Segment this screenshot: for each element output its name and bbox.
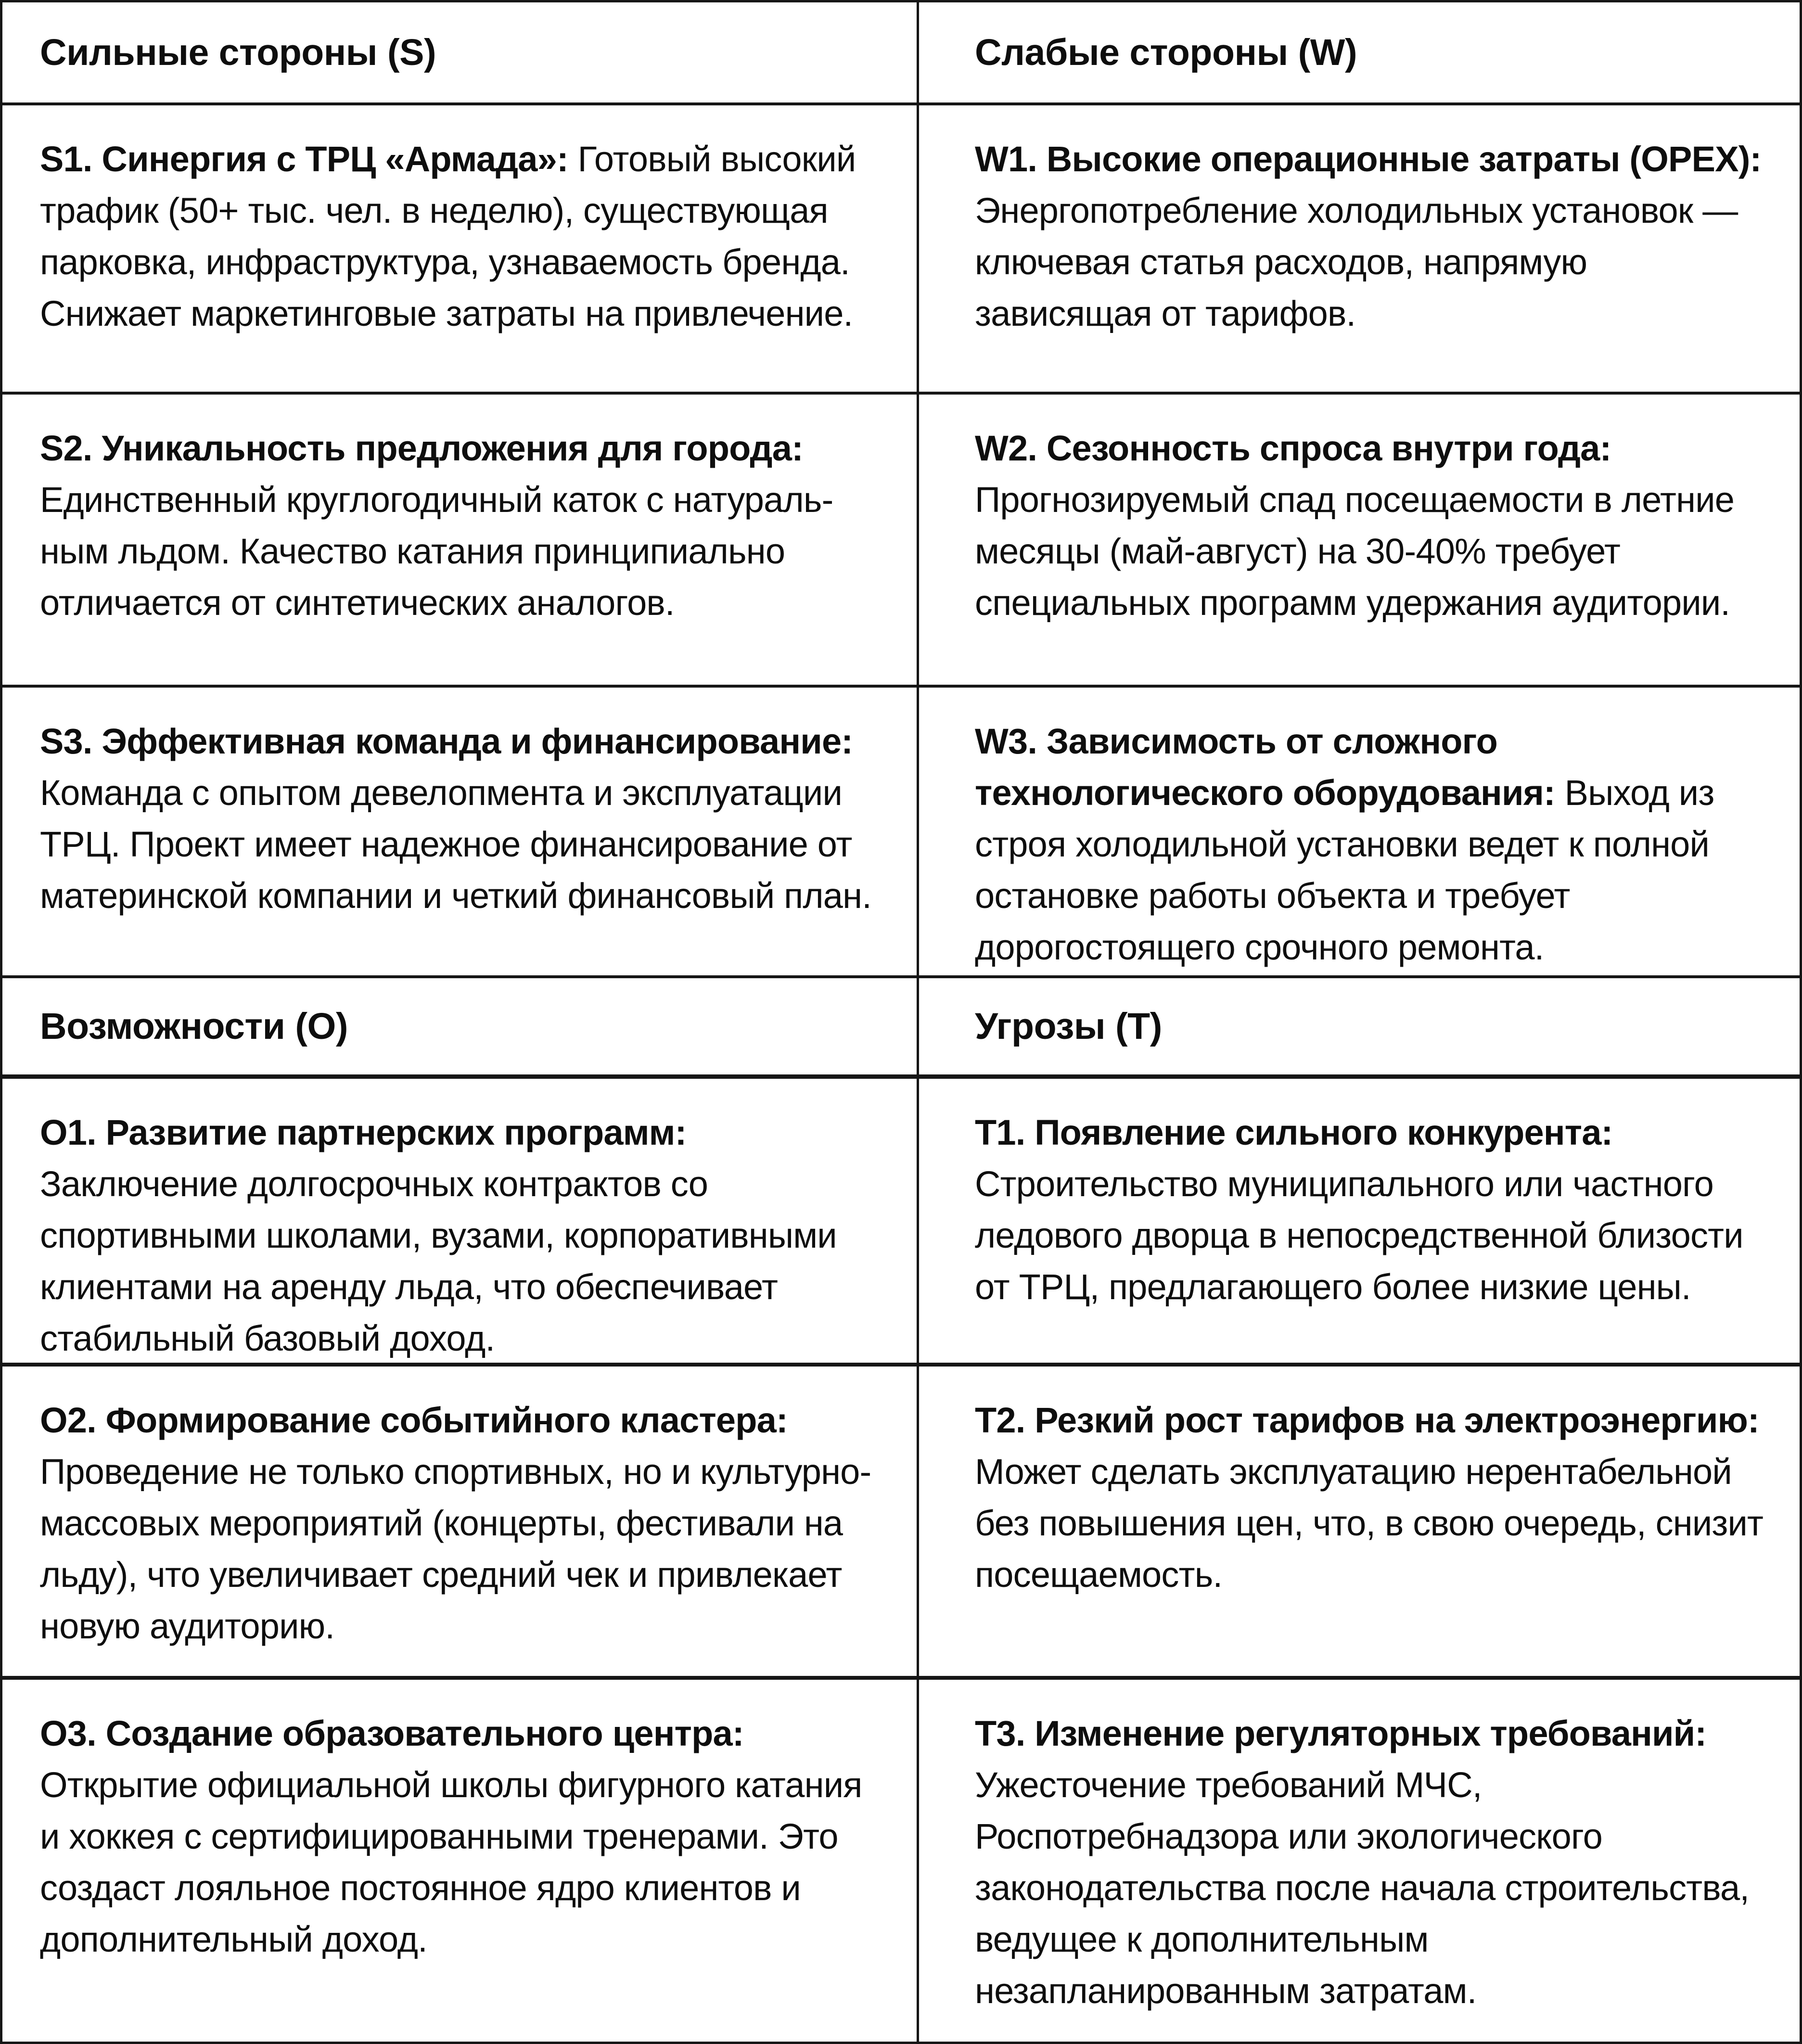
cell-t3 xyxy=(919,1680,1800,2042)
swot-item-w1-lead: W1. Высокие операционные затраты (OPEX): xyxy=(975,139,1762,179)
cell-w2 xyxy=(919,395,1800,688)
swot-item-s3 xyxy=(40,715,890,921)
cell-o2 xyxy=(2,1367,919,1680)
swot-item-w2-body: Прогнозируемый спад посещаемости в летние месяцы (май-август) на 30-40% требует специальных программ удержания аудитории. xyxy=(975,480,1735,623)
swot-item-t3-lead: T3. Изменение регуляторных требований: xyxy=(975,1713,1707,1753)
swot-item-o3-lead: O3. Создание образовательного центра: xyxy=(40,1713,744,1753)
swot-item-t3-body: Ужесточение требований МЧС, Роспотребнадзора или экологического законодательства после начала строительства, ведущее к дополнительным незапланированным затратам. xyxy=(975,1765,1750,2011)
header-threats-label: Угрозы (T) xyxy=(975,1005,1162,1047)
swot-item-s2-body: Единственный круглогодичный каток с натуральным льдом. Качество катания принципиально отличается от синтетических аналогов. xyxy=(40,480,834,623)
swot-item-o1 xyxy=(40,1107,890,1364)
cell-s2 xyxy=(2,395,919,688)
swot-item-t3 xyxy=(975,1708,1771,2017)
cell-t1 xyxy=(919,1079,1800,1367)
swot-item-t1 xyxy=(975,1107,1771,1313)
swot-item-s1-lead: S1. Синергия с ТРЦ «Армада»: xyxy=(40,139,568,179)
swot-item-o2-body: Проведение не только спортивных, но и культурно-массовых мероприятий (концерты, фестивали на льду), что увеличивает средний чек и привлекает новую аудиторию. xyxy=(40,1452,871,1646)
header-opportunities-label: Возможности (O) xyxy=(40,1005,348,1047)
swot-item-t2 xyxy=(975,1394,1771,1600)
swot-item-t2-body: Может сделать эксплуатацию нерентабельной без повышения цен, что, в свою очередь, снизит посещаемость. xyxy=(975,1452,1764,1595)
swot-item-w1 xyxy=(975,133,1771,339)
cell-w1 xyxy=(919,105,1800,395)
header-weaknesses-label: Слабые стороны (W) xyxy=(975,31,1357,73)
swot-item-s1 xyxy=(40,133,890,339)
swot-item-o3 xyxy=(40,1708,890,1965)
swot-item-o2-lead: O2. Формирование событийного кластера: xyxy=(40,1400,788,1440)
header-strengths-label: Сильные стороны (S) xyxy=(40,31,436,73)
swot-item-w1-body: Энергопотребление холодильных установок — ключевая статья расходов, напрямую зависящая от тарифов. xyxy=(975,191,1738,333)
cell-t2 xyxy=(919,1367,1800,1680)
swot-item-s3-body: Команда с опытом девелопмента и эксплуатации ТРЦ. Проект имеет надежное финансирование от материнской компании и четкий финансовый план. xyxy=(40,773,871,916)
swot-item-s2-lead: S2. Уникальность предложения для города: xyxy=(40,428,803,468)
swot-item-o1-body: Заключение долгосрочных контрактов со спортивными школами, вузами, корпоративными клиентами на аренду льда, что обеспечивает стабильный базовый доход. xyxy=(40,1164,837,1358)
swot-item-o2 xyxy=(40,1394,890,1652)
swot-item-o1-lead: O1. Развитие партнерских программ: xyxy=(40,1112,687,1152)
cell-s3 xyxy=(2,688,919,978)
header-strengths xyxy=(2,2,919,105)
swot-item-t1-lead: T1. Появление сильного конкурента: xyxy=(975,1112,1613,1152)
swot-item-t2-lead: T2. Резкий рост тарифов на электроэнергию: xyxy=(975,1400,1759,1440)
swot-item-w3-body: Выход из строя холодильной установки ведет к полной остановке работы объекта и требует дорогостоящего срочного ремонта. xyxy=(975,773,1714,967)
header-weaknesses xyxy=(919,2,1800,105)
swot-item-w3 xyxy=(975,715,1771,973)
swot-item-t1-body: Строительство муниципального или частного ледового дворца в непосредственной близости от ТРЦ, предлагающего более низкие цены. xyxy=(975,1164,1743,1307)
swot-item-w2 xyxy=(975,422,1771,628)
header-threats xyxy=(919,978,1800,1079)
swot-item-w2-lead: W2. Сезонность спроса внутри года: xyxy=(975,428,1611,468)
cell-o1 xyxy=(2,1079,919,1367)
swot-item-o3-body: Открытие официальной школы фигурного катания и хоккея с сертифицированными тренерами. Это создаст лояльное постоянное ядро клиентов и дополнительный доход. xyxy=(40,1765,862,1959)
cell-w3 xyxy=(919,688,1800,978)
swot-item-w3-lead: W3. Зависимость от сложного технологического оборудования: xyxy=(975,721,1555,813)
header-opportunities xyxy=(2,978,919,1079)
swot-item-s3-lead: S3. Эффективная команда и финансирование: xyxy=(40,721,853,761)
swot-item-s1-body: Готовый высокий трафик (50+ тыс. чел. в неделю), существующая парковка, инфраструктура, узнаваемость бренда. Снижает маркетинговые затраты на привлечение. xyxy=(40,139,856,333)
swot-item-s2 xyxy=(40,422,890,628)
cell-o3 xyxy=(2,1680,919,2042)
cell-s1 xyxy=(2,105,919,395)
